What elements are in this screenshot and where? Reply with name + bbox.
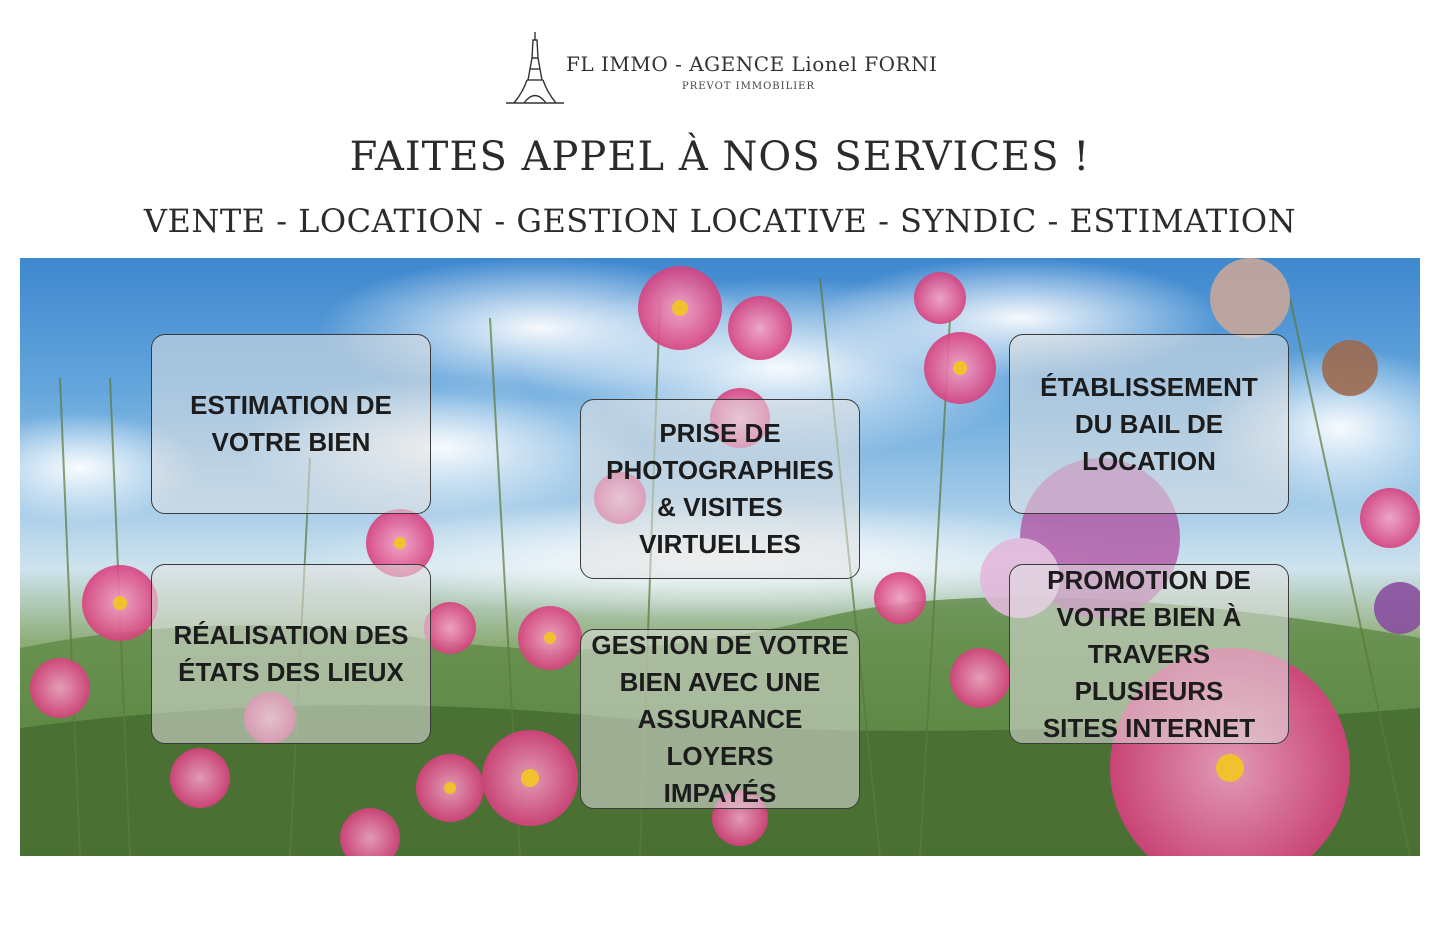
service-card-estimation	[151, 334, 431, 514]
service-card-label: ESTIMATION DE VOTRE BIEN	[190, 390, 392, 457]
service-card-label: ÉTABLISSEMENT DU BAIL DE LOCATION	[1040, 371, 1258, 476]
brand-subtitle: PREVOT IMMOBILIER	[682, 81, 815, 92]
service-card-bail	[1009, 334, 1289, 514]
page-headline: FAITES APPEL À NOS SERVICES !	[349, 134, 1091, 180]
service-card-label: PROMOTION DE VOTRE BIEN À TRAVERS PLUSIEURS SITES INTERNET	[1042, 564, 1256, 743]
service-card-gestion	[580, 629, 860, 809]
service-card-label: GESTION DE VOTRE BIEN AVEC UNE ASSURANCE LOYERS IMPAYÉS	[591, 629, 849, 808]
service-card-photographies	[580, 399, 860, 579]
flower-banner	[20, 258, 1420, 856]
service-card-etats-des-lieux	[151, 564, 431, 744]
service-card-promotion	[1009, 564, 1289, 744]
brand-name: FL IMMO - AGENCE Lionel FORNI	[566, 52, 938, 76]
eiffel-tower-icon	[504, 32, 564, 106]
service-card-label: PRISE DE PHOTOGRAPHIES & VISITES VIRTUELLES	[606, 418, 834, 559]
brand-logo	[504, 32, 944, 106]
service-card-label: RÉALISATION DES ÉTATS DES LIEUX	[173, 620, 409, 687]
services-list: VENTE - LOCATION - GESTION LOCATIVE - SYNDIC - ESTIMATION	[143, 202, 1297, 240]
